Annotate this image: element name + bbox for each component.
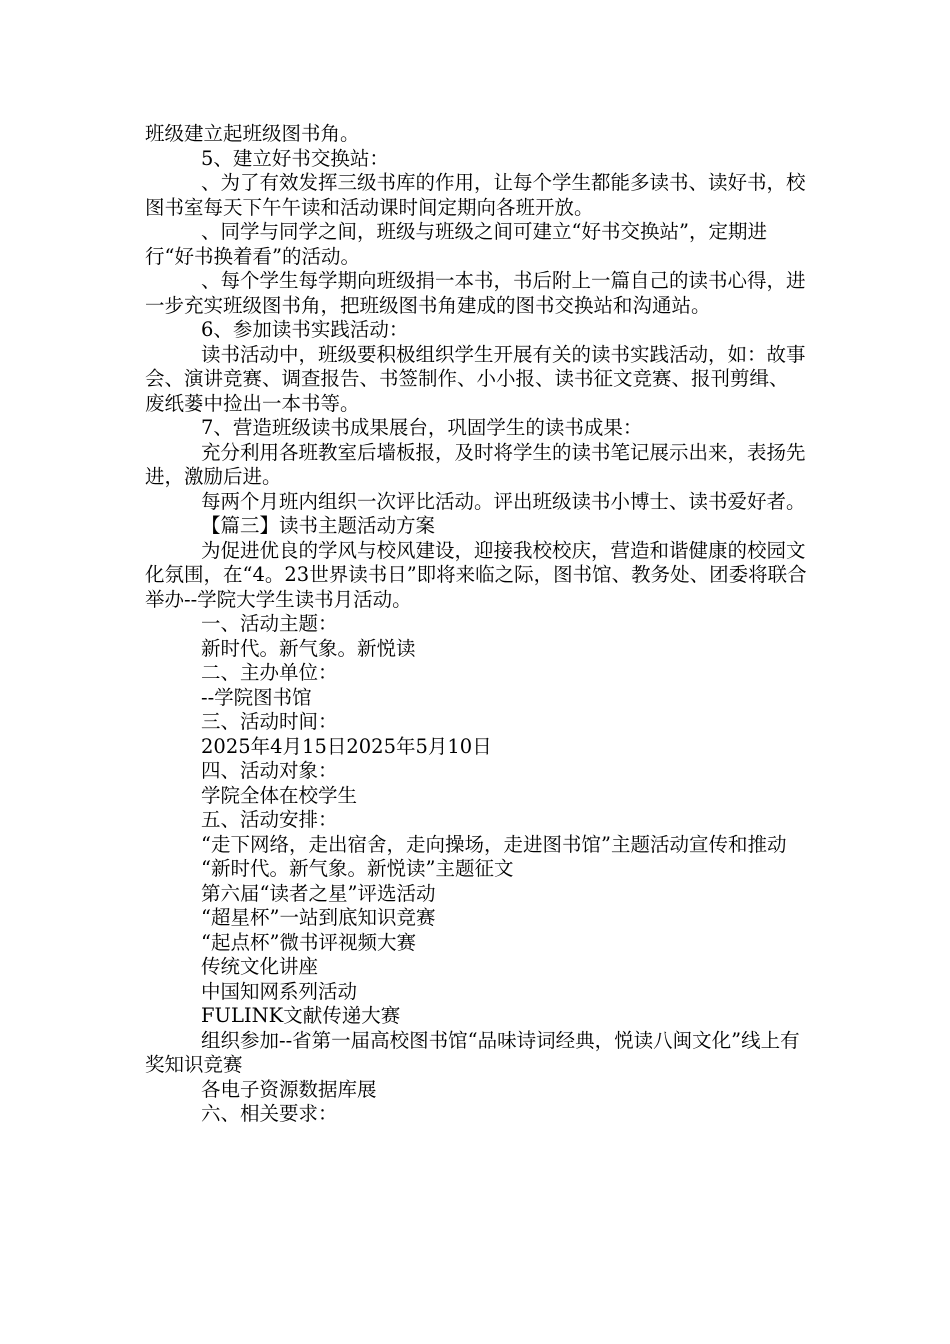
paragraph: 读书活动中，班级要积极组织学生开展有关的读书实践活动，如：故事会、演讲竞赛、调查报告、书签制作、小小报、读书征文竞赛、报刊剪缉、废纸蒌中捡出一本书等。 [145,342,806,415]
paragraph: 【篇三】读书主题活动方案 [201,514,436,537]
paragraph: 、同学与同学之间，班级与班级之间可建立“好书交换站”，定期进行“好书换着看”的活动。 [145,220,767,268]
paragraph: “超星杯”一站到底知识竞赛 [201,906,436,929]
paragraph: “起点杯”微书评视频大赛 [201,930,416,954]
paragraph: FULINK文献传递大赛 [201,1004,401,1027]
paragraph: 2025年4月15日2025年5月10日 [201,734,492,758]
paragraph: 学院全体在校学生 [201,783,358,807]
paragraph: 组织参加--省第一届高校图书馆“品味诗词经典，悦读八闽文化”线上有奖知识竞赛 [145,1028,800,1076]
paragraph: 5、建立好书交换站： [201,146,389,170]
paragraph: 各电子资源数据库展 [201,1077,377,1101]
paragraph: 每两个月班内组织一次评比活动。评出班级读书小博士、读书爱好者。 [201,489,806,513]
paragraph: 四、活动对象： [201,759,338,782]
paragraph: “新时代。新气象。新悦读”主题征文 [201,857,514,880]
paragraph: “走下网络，走出宿舍，走向操场，走进图书馆”主题活动宣传和推动 [201,832,787,856]
paragraph: 五、活动安排： [201,808,338,831]
paragraph: 三、活动时间： [201,710,338,733]
paragraph: 第六届“读者之星”评选活动 [201,881,436,905]
paragraph: 二、主办单位： [201,661,338,684]
paragraph: 6、参加读书实践活动： [201,318,409,341]
paragraph: 、为了有效发挥三级书库的作用，让每个学生都能多读书、读好书，校图书室每天下午午读和活动课时间定期向各班开放。 [145,171,806,219]
paragraph: 班级建立起班级图书角。 [145,122,360,145]
paragraph: 为促进优良的学风与校风建设，迎接我校校庆，营造和谐健康的校园文化氛围，在“4。23世界读书日”即将来临之际，图书馆、教务处、团委将联合举办--学院大学生读书月活动。 [145,538,807,611]
paragraph: 新时代。新气象。新悦读 [201,636,416,660]
paragraph: 六、相关要求： [201,1102,338,1125]
paragraph: 中国知网系列活动 [201,979,358,1003]
paragraph: 7、营造班级读书成果展台，巩固学生的读书成果： [201,416,643,439]
paragraph: 、每个学生每学期向班级捐一本书，书后附上一篇自己的读书心得，进一步充实班级图书角，把班级图书角建成的图书交换站和沟通站。 [145,269,806,317]
paragraph: 充分利用各班教室后墙板报，及时将学生的读书笔记展示出来，表扬先进，激励后进。 [145,440,806,488]
paragraph: 传统文化讲座 [201,955,319,978]
document-body [145,122,807,1127]
paragraph: 一、活动主题： [201,612,338,635]
paragraph: --学院图书馆 [201,685,312,709]
